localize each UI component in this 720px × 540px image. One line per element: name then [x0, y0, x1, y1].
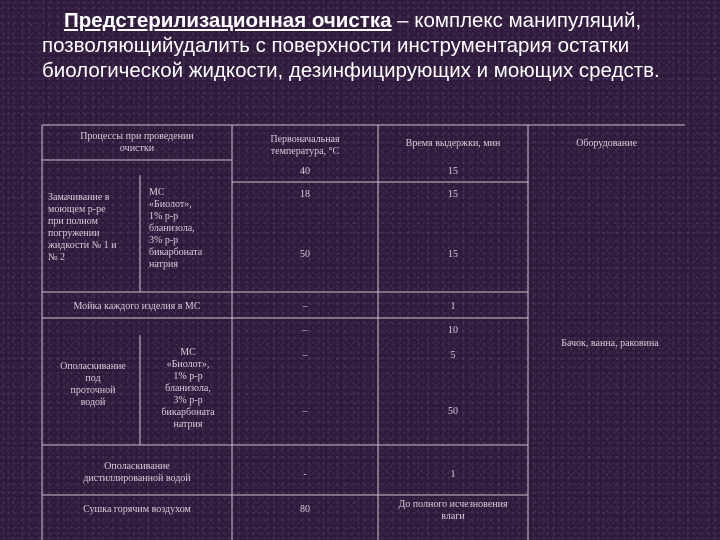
rinse-temp-1: –: [302, 325, 308, 336]
equipment-value: Бачок, ванна, раковина: [561, 338, 659, 349]
rinse-label: Ополаскивание под проточной водой: [60, 361, 126, 408]
soak-label: Замачивание в моющем р-ре при полном погружении жидкости № 1 и № 2: [48, 192, 117, 263]
distilled-temp: -: [303, 469, 307, 480]
header-temperature: Первоначальная температура, °С: [270, 134, 340, 157]
rinse-time-2: 5: [450, 350, 456, 361]
rinse-temp-3: –: [302, 406, 308, 417]
soak-temp-1: 40: [300, 166, 310, 177]
intro-text: – комплекс манипуляций, позволяющийудалить с поверхности инструментария остатки биологической жидкости, дезинфицирующих и моющих средств.: [42, 9, 660, 82]
soak-temp-2: 18: [300, 189, 310, 200]
rinse-temp-2: –: [302, 350, 308, 361]
soak-temp-3: 50: [300, 249, 310, 260]
distilled-label: Ополаскивание дистиллированной водой: [83, 461, 191, 484]
rinse-time-1: 10: [448, 325, 458, 336]
dry-time: До полного исчезновения влаги: [398, 499, 508, 522]
dry-label: Сушка горячим воздухом: [83, 504, 191, 515]
intro-term: Предстерилизационная очистка: [64, 9, 392, 32]
soak-agents: МС «Биолот», 1% р-р бланизола, 3% р-р бикарбоната натрия: [149, 187, 203, 270]
distilled-time: 1: [450, 469, 456, 480]
rinse-agents: МС «Биолот», 1% р-р бланизола, 3% р-р бикарбоната натрия: [161, 347, 215, 430]
header-equipment: Оборудование: [576, 138, 637, 149]
wash-time: 1: [450, 301, 456, 312]
soak-time-1: 15: [448, 166, 458, 177]
wash-temp: –: [302, 301, 308, 312]
header-time: Время выдержки, мин: [405, 138, 501, 149]
wash-label: Мойка каждого изделия в МС: [73, 301, 201, 312]
soak-time-3: 15: [448, 249, 458, 260]
header-process: Процессы при проведении очистки: [80, 131, 194, 154]
dry-temp: 80: [300, 504, 310, 515]
soak-time-2: 15: [448, 189, 458, 200]
rinse-time-3: 50: [448, 406, 458, 417]
